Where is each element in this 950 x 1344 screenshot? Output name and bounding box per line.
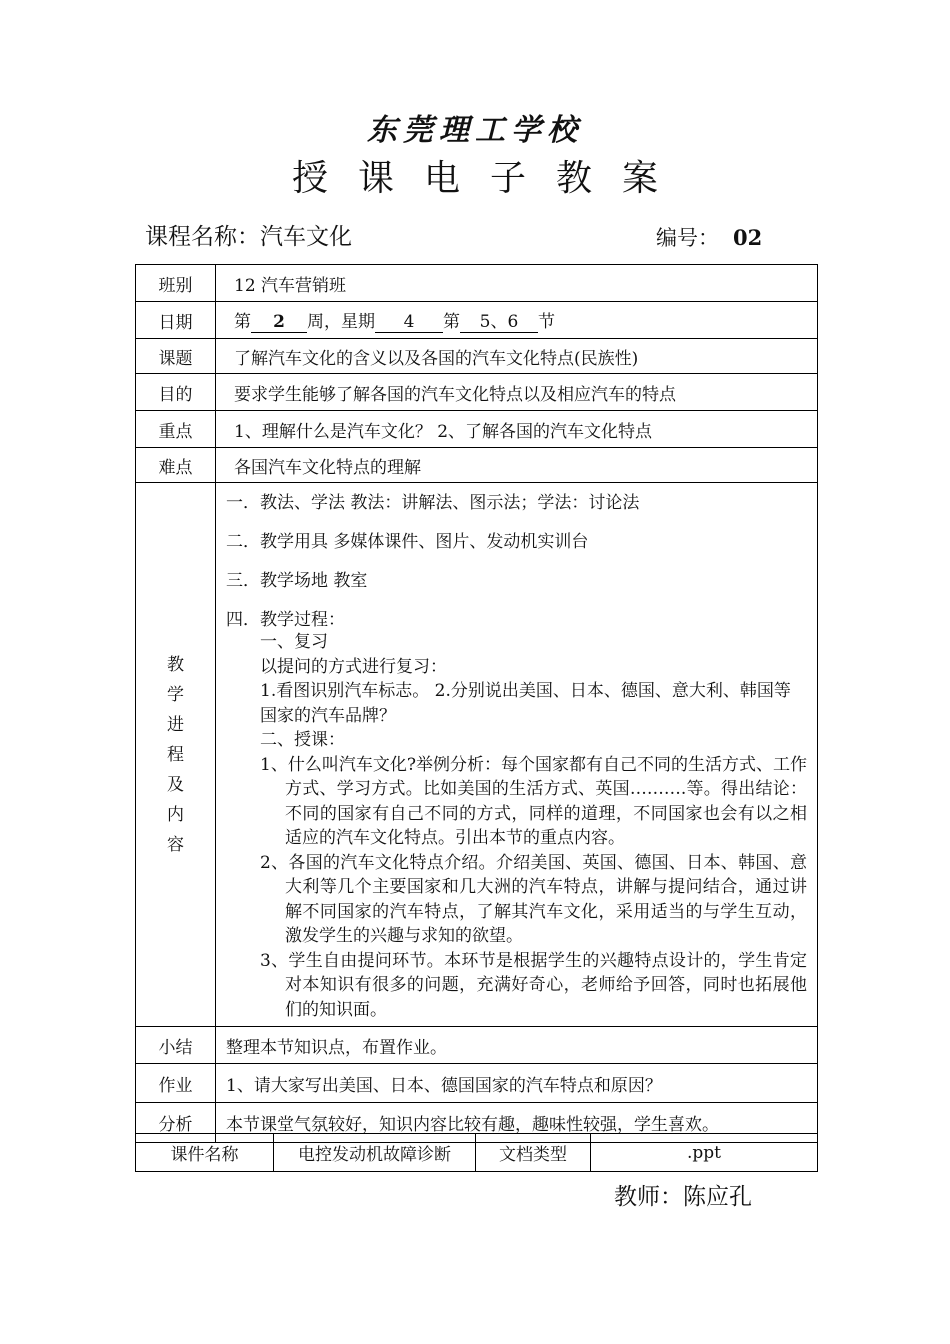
class-value: 12 汽车营销班 (216, 265, 818, 302)
review-questions: 1.看图识别汽车标志。 2.分别说出美国、日本、德国、意大利、韩国等国家的汽车品牌？ (260, 681, 791, 726)
process-label-char: 进 (167, 714, 184, 735)
key-points-label: 重点 (136, 411, 216, 448)
class-label: 班别 (136, 265, 216, 302)
number-label: 编号： (656, 226, 719, 250)
lecture-item: 1、什么叫汽车文化?举例分析：每个国家都有自己不同的生活方式、工作方式、学习方式。比如美国的生活方式、英国……….等。得出结论：不同的国家有自己不同的方式，同样的道理，不同国家也会有以之相适应的汽车文化特点。引出本节的重点内容。 (260, 754, 807, 848)
lecture-item: 3、学生自由提问环节。本环节是根据学生的兴趣特点设计的，学生肯定对本知识有很多的问题，充满好奇心，老师给予回答，同时也拓展他们的知识面。 (260, 950, 807, 1020)
courseware-label: 课件名称 (136, 1134, 274, 1172)
process-label-char: 学 (167, 684, 184, 705)
class-row (136, 265, 818, 302)
process-label-char: 教 (167, 654, 184, 675)
school-name: 东莞理工学校 (367, 113, 583, 148)
course-name-label: 课程名称： (145, 224, 260, 250)
week-prefix: 第 (234, 312, 251, 332)
difficulty-row (136, 448, 818, 483)
analysis-label: 分析 (136, 1103, 216, 1143)
doctype-value: .ppt (591, 1134, 818, 1172)
teaching-tools: 二．教学用具 多媒体课件、图片、发动机实训台 (226, 532, 589, 552)
goal-row (136, 374, 818, 411)
process-label-char: 程 (167, 744, 184, 765)
teaching-procedure-heading: 四．教学过程： (226, 610, 345, 630)
summary-value: 整理本节知识点，布置作业。 (216, 1027, 818, 1064)
homework-value: 1、请大家写出美国、日本、德国国家的汽车特点和原因？ (216, 1064, 818, 1103)
week-suffix: 周，星期 (307, 312, 375, 332)
period-suffix: 节 (538, 312, 555, 332)
courseware-name: 电控发动机故障诊断 (274, 1134, 476, 1172)
key-points-value: 1、理解什么是汽车文化？ 2、了解各国的汽车文化特点 (216, 411, 818, 448)
summary-row (136, 1027, 818, 1064)
courseware-table (135, 1133, 818, 1172)
period-prefix: 第 (443, 312, 460, 332)
course-name-line (145, 218, 352, 251)
analysis-value: 本节课堂气氛较好，知识内容比较有趣，趣味性较强，学生喜欢。 (216, 1103, 818, 1143)
lecture-item: 2、各国的汽车文化特点介绍。介绍美国、英国、德国、日本、韩国、意大利等几个主要国家和几大洲的汽车特点，讲解与提问结合，通过讲解不同国家的汽车特点，了解其汽车文化，采用适当的与学生互动，激发学生的兴趣与求知的欲望。 (260, 852, 807, 946)
topic-row (136, 339, 818, 374)
difficulty-label: 难点 (136, 448, 216, 483)
courseware-row (136, 1134, 818, 1172)
process-label (136, 483, 216, 1027)
period-numbers: 5、6 (460, 307, 538, 333)
review-intro: 以提问的方式进行复习： (260, 656, 447, 677)
date-value (216, 302, 818, 339)
week-number: 2 (251, 312, 307, 333)
summary-label: 小结 (136, 1027, 216, 1064)
difficulty-value: 各国汽车文化特点的理解 (216, 448, 818, 483)
process-label-char: 内 (167, 804, 184, 825)
review-title: 一、复习 (260, 632, 328, 652)
lecture-title: 二、授课： (260, 730, 345, 750)
lesson-plan-table (135, 264, 818, 1143)
teaching-methods: 一．教法、学法 教法：讲解法、图示法；学法：讨论法 (226, 493, 640, 513)
date-label: 日期 (136, 302, 216, 339)
weekday-number: 4 (375, 312, 443, 333)
homework-row (136, 1064, 818, 1103)
teaching-venue: 三．教学场地 教室 (226, 571, 368, 591)
goal-value: 要求学生能够了解各国的汽车文化特点以及相应汽车的特点 (216, 374, 818, 411)
process-label-char: 容 (167, 834, 184, 855)
goal-label: 目的 (136, 374, 216, 411)
topic-value: 了解汽车文化的含义以及各国的汽车文化特点(民族性) (216, 339, 818, 374)
homework-label: 作业 (136, 1064, 216, 1103)
course-name-value: 汽车文化 (260, 224, 352, 250)
date-row (136, 302, 818, 339)
process-label-char: 及 (167, 774, 184, 795)
doctype-label: 文档类型 (476, 1134, 591, 1172)
key-points-row (136, 411, 818, 448)
topic-label: 课题 (136, 339, 216, 374)
process-row (136, 483, 818, 1027)
number-value: 02 (733, 225, 763, 250)
document-title: 授课电子教案 (291, 158, 688, 199)
teacher-signature: 教师：陈应孔 (614, 1184, 752, 1210)
process-content (216, 483, 818, 1027)
number-line (656, 222, 762, 252)
